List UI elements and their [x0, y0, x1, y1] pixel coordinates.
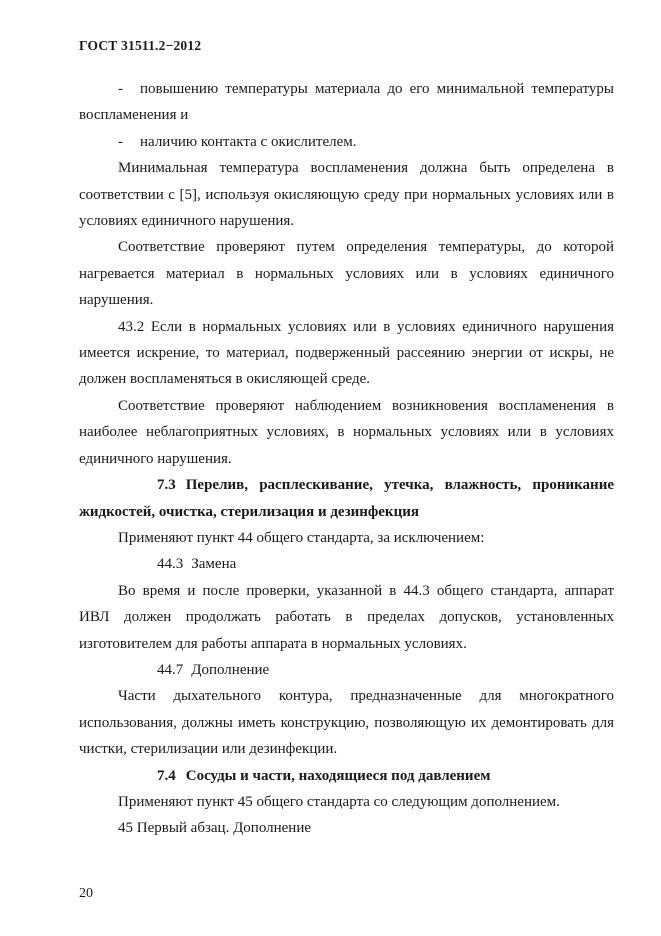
subsection-title: Дополнение — [191, 661, 270, 678]
section-heading-7-3 — [79, 472, 614, 525]
subsection-number: 44.3 — [157, 556, 184, 573]
document-header: ГОСТ 31511.2−2012 — [79, 38, 202, 53]
document-body — [79, 76, 614, 842]
paragraph: Соответствие проверяют путем определения температуры, до которой нагревается материал в нормальных условиях или в условиях единичного нарушения. — [79, 239, 614, 309]
bullet-item — [79, 129, 614, 155]
subsection-label — [79, 657, 614, 683]
paragraph: Части дыхательного контура, предназначенные для многократного использования, должны иметь конструкцию, позволяющую их демонтировать для чистки, стерилизации или дезинфекции. — [79, 688, 614, 758]
paragraph: Применяют пункт 45 общего стандарта со следующим дополнением. — [118, 793, 560, 810]
section-number: 7.4 — [157, 767, 176, 784]
bullet-text: наличию контакта с окислителем. — [140, 133, 357, 150]
paragraph: Применяют пункт 44 общего стандарта, за исключением: — [118, 529, 485, 546]
section-heading-7-4 — [79, 763, 614, 789]
bullet-dash: - — [118, 81, 123, 97]
paragraph: Соответствие проверяют наблюдением возникновения воспламенения в наиболее неблагоприятных условиях, в нормальных условиях или в условиях единичного нарушения. — [79, 397, 614, 467]
paragraph: 43.2 Если в нормальных условиях или в условиях единичного нарушения имеется искрение, то материал, подверженный рассеянию энергии от искры, не должен воспламеняться в окисляющей среде. — [79, 318, 614, 388]
subsection-title: Замена — [191, 556, 237, 573]
subsection-number: 44.7 — [157, 661, 184, 678]
bullet-text: повышению температуры материала до его минимальной температуры воспламенения и — [79, 81, 614, 124]
bullet-dash: - — [118, 133, 123, 150]
section-number: 7.3 — [157, 477, 176, 494]
bullet-item — [79, 76, 614, 129]
paragraph: 45 Первый абзац. Дополнение — [118, 820, 312, 837]
subsection-label — [79, 551, 614, 577]
paragraph: Во время и после проверки, указанной в 44.3 общего стандарта, аппарат ИВЛ должен продолжать работать в пределах допусков, установленных изготовителем для работы аппарата в нормальных условиях. — [79, 582, 614, 652]
paragraph: Минимальная температура воспламенения должна быть определена в соответствии с [5], используя окисляющую среду при нормальных условиях или в условиях единичного нарушения. — [79, 160, 614, 230]
section-title: Перелив, расплескивание, утечка, влажность, проникание жидкостей, очистка, стерилизация и дезинфекция — [79, 477, 614, 520]
section-title: Сосуды и части, находящиеся под давлением — [185, 767, 491, 784]
page-number: 20 — [79, 886, 93, 901]
